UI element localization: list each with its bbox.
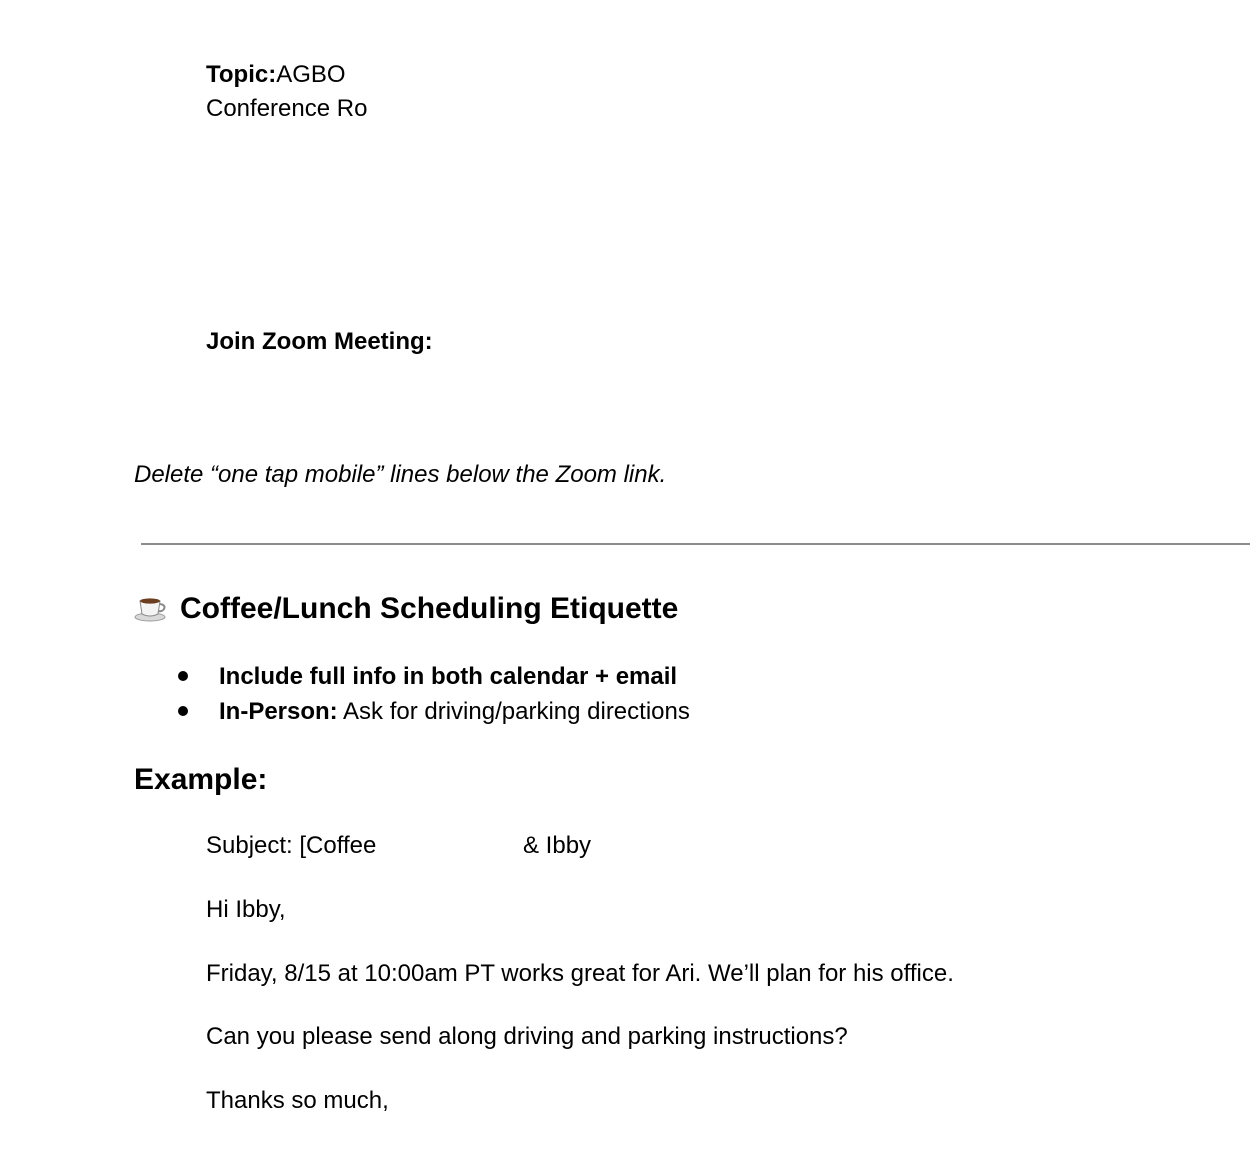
horizontal-divider (141, 543, 1250, 545)
conference-text: Conference Ro (206, 95, 368, 122)
example-heading: Example: (134, 763, 268, 796)
instruction-note: Delete “one tap mobile” lines below the Zoom link. (134, 461, 667, 488)
email-body-line: Can you please send along driving and parking instructions? (206, 1023, 848, 1050)
section-title: Coffee/Lunch Scheduling Etiquette (180, 592, 679, 625)
subject-prefix-clip (206, 831, 394, 861)
email-greeting: Hi Ibby, (206, 896, 286, 923)
conference-line (206, 94, 375, 124)
bullet-icon (178, 706, 188, 716)
subject-line (206, 831, 591, 861)
email-body-line: Friday, 8/15 at 10:00am PT works great for Ari. We’ll plan for his office. (206, 960, 954, 987)
conference-clip (206, 94, 375, 124)
list-item (178, 697, 690, 727)
bullet-bold-text: Include full info in both calendar + email (219, 663, 678, 690)
subject-prefix: Subject: [Coffee (206, 832, 377, 859)
bullet-bold-text: In-Person: (219, 698, 338, 725)
topic-value-clip (276, 60, 364, 90)
subject-suffix: & Ibby (523, 832, 592, 859)
bullet-text: Ask for driving/parking directions (337, 698, 690, 725)
join-zoom-label: Join Zoom Meeting: (206, 328, 433, 355)
list-item (178, 662, 677, 692)
section-heading (134, 590, 678, 628)
bullet-icon (178, 671, 188, 681)
topic-line (206, 60, 364, 90)
coffee-icon (134, 592, 168, 622)
topic-value: AGBO (276, 61, 346, 88)
email-signoff: Thanks so much, (206, 1087, 389, 1114)
topic-label: Topic: (206, 61, 277, 88)
